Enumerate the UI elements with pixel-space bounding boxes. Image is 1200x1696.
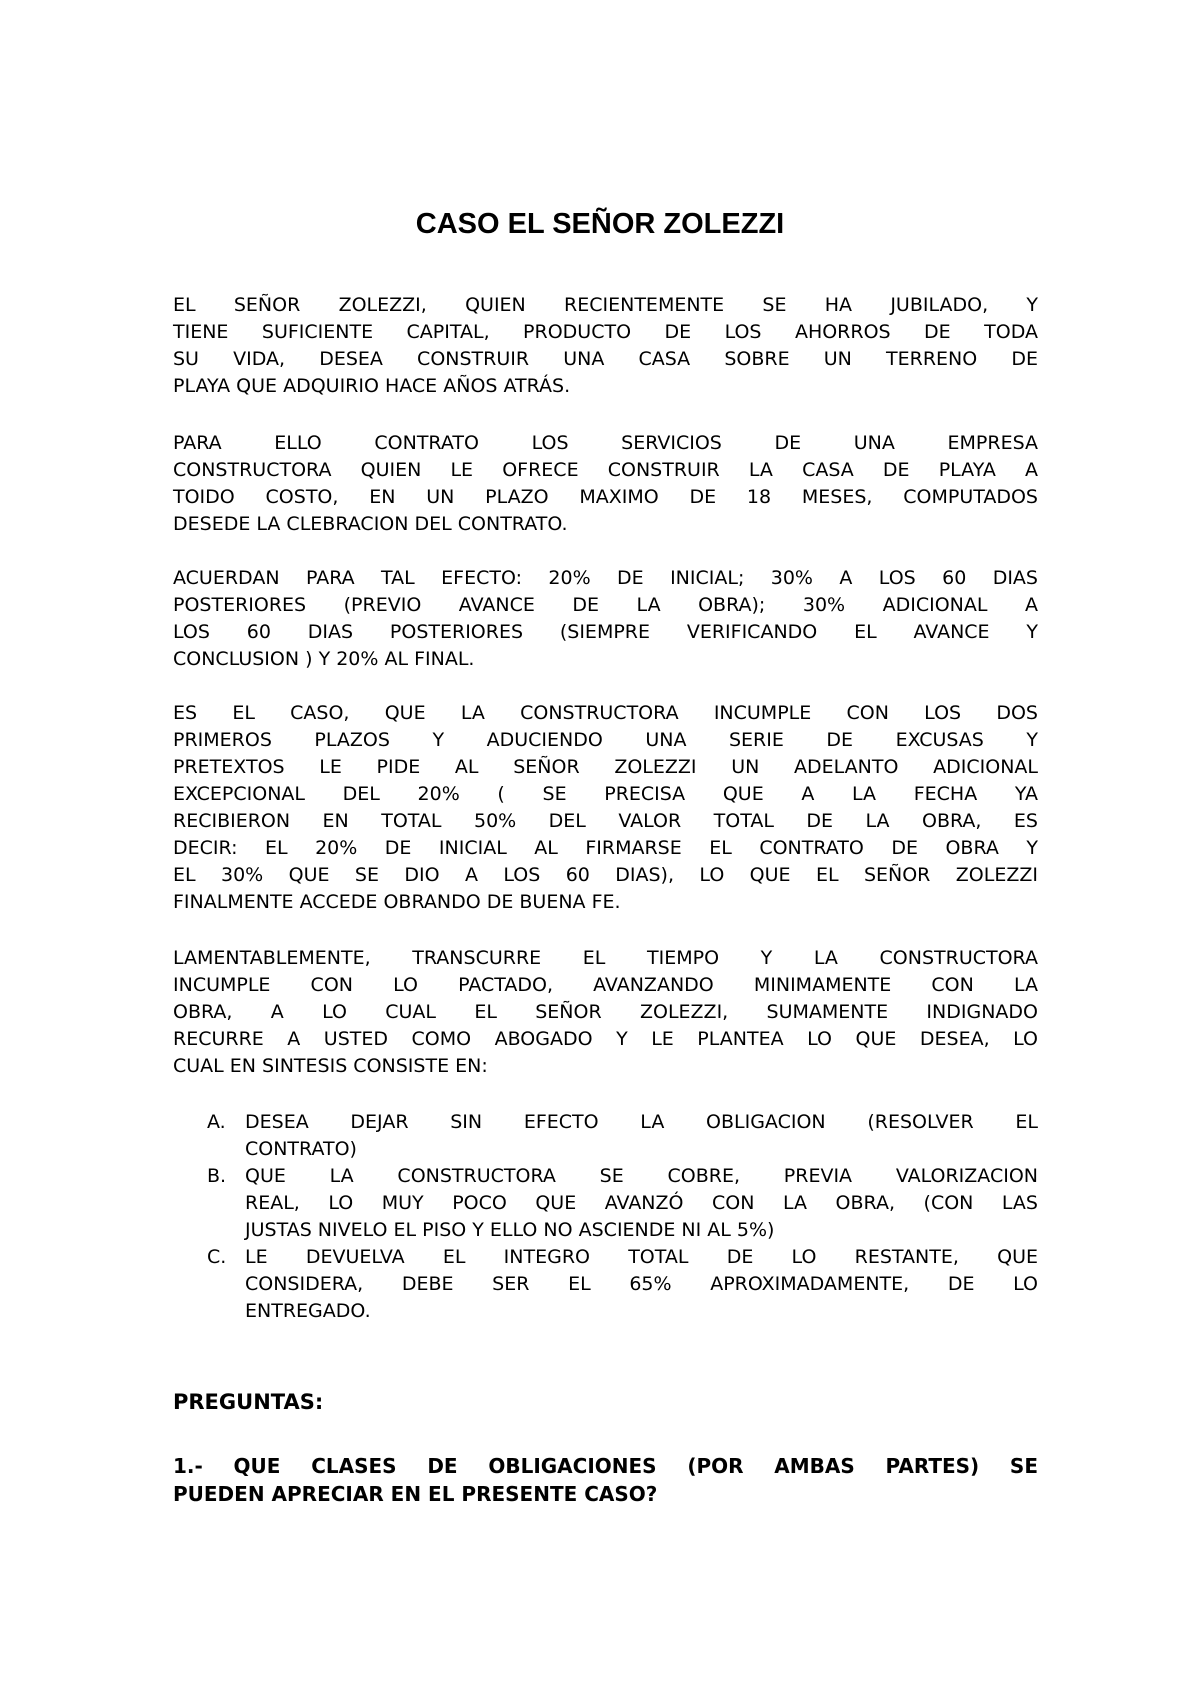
list-marker: C. xyxy=(207,1246,227,1268)
text-line: OBRA, A LO CUAL EL SEÑOR ZOLEZZI, SUMAMENTE INDIGNADO xyxy=(173,1001,1038,1023)
paragraph xyxy=(173,430,1038,538)
text-line: PLAYA QUE ADQUIRIO HACE AÑOS ATRÁS. xyxy=(173,375,571,397)
paragraph xyxy=(173,700,1038,916)
text-line: CONSIDERA, DEBE SER EL 65% APROXIMADAMENTE, DE LO xyxy=(245,1273,1038,1295)
text-line: TIENE SUFICIENTE CAPITAL, PRODUCTO DE LOS AHORROS DE TODA xyxy=(173,321,1038,343)
text-line: PARA ELLO CONTRATO LOS SERVICIOS DE UNA EMPRESA xyxy=(173,432,1038,454)
text-line: FINALMENTE ACCEDE OBRANDO DE BUENA FE. xyxy=(173,891,621,913)
text-line: POSTERIORES (PREVIO AVANCE DE LA OBRA); 30% ADICIONAL A xyxy=(173,594,1038,616)
text-line: RECURRE A USTED COMO ABOGADO Y LE PLANTEA LO QUE DESEA, LO xyxy=(173,1028,1038,1050)
text-line: CONTRATO) xyxy=(245,1138,357,1160)
text-line: SU VIDA, DESEA CONSTRUIR UNA CASA SOBRE UN TERRENO DE xyxy=(173,348,1038,370)
list-item xyxy=(173,1244,1038,1325)
text-line: LOS 60 DIAS POSTERIORES (SIEMPRE VERIFICANDO EL AVANCE Y xyxy=(173,621,1038,643)
text-line: PRETEXTOS LE PIDE AL SEÑOR ZOLEZZI UN ADELANTO ADICIONAL xyxy=(173,756,1038,778)
question-line: PUEDEN APRECIAR EN EL PRESENTE CASO? xyxy=(173,1482,658,1506)
request-list xyxy=(173,1109,1038,1325)
text-line: TOIDO COSTO, EN UN PLAZO MAXIMO DE 18 MESES, COMPUTADOS xyxy=(173,486,1038,508)
text-line: JUSTAS NIVELO EL PISO Y ELLO NO ASCIENDE NI AL 5%) xyxy=(245,1219,775,1241)
paragraph xyxy=(173,292,1038,400)
list-item xyxy=(173,1109,1038,1163)
question-line: 1.- QUE CLASES DE OBLIGACIONES (POR AMBAS PARTES) SE xyxy=(173,1454,1038,1478)
text-line: EXCEPCIONAL DEL 20% ( SE PRECISA QUE A LA FECHA YA xyxy=(173,783,1038,805)
text-line: DESEA DEJAR SIN EFECTO LA OBLIGACION (RESOLVER EL xyxy=(245,1111,1038,1133)
text-line: CUAL EN SINTESIS CONSISTE EN: xyxy=(173,1055,488,1077)
text-line: ES EL CASO, QUE LA CONSTRUCTORA INCUMPLE CON LOS DOS xyxy=(173,702,1038,724)
text-line: RECIBIERON EN TOTAL 50% DEL VALOR TOTAL DE LA OBRA, ES xyxy=(173,810,1038,832)
questions-heading: PREGUNTAS: xyxy=(173,1390,324,1414)
question xyxy=(173,1452,1038,1508)
text-line: CONCLUSION ) Y 20% AL FINAL. xyxy=(173,648,475,670)
text-line: EL 30% QUE SE DIO A LOS 60 DIAS), LO QUE EL SEÑOR ZOLEZZI xyxy=(173,864,1038,886)
paragraph xyxy=(173,945,1038,1080)
text-line: ACUERDAN PARA TAL EFECTO: 20% DE INICIAL; 30% A LOS 60 DIAS xyxy=(173,567,1038,589)
text-line: EL SEÑOR ZOLEZZI, QUIEN RECIENTEMENTE SE HA JUBILADO, Y xyxy=(173,294,1038,316)
text-line: ENTREGADO. xyxy=(245,1300,371,1322)
text-line: INCUMPLE CON LO PACTADO, AVANZANDO MINIMAMENTE CON LA xyxy=(173,974,1038,996)
text-line: CONSTRUCTORA QUIEN LE OFRECE CONSTRUIR LA CASA DE PLAYA A xyxy=(173,459,1038,481)
text-line: REAL, LO MUY POCO QUE AVANZÓ CON LA OBRA, (CON LAS xyxy=(245,1192,1038,1214)
list-item xyxy=(173,1163,1038,1244)
text-line: LE DEVUELVA EL INTEGRO TOTAL DE LO RESTANTE, QUE xyxy=(245,1246,1038,1268)
text-line: PRIMEROS PLAZOS Y ADUCIENDO UNA SERIE DE EXCUSAS Y xyxy=(173,729,1038,751)
paragraph xyxy=(173,565,1038,673)
document-title: CASO EL SEÑOR ZOLEZZI xyxy=(415,208,785,240)
list-marker: B. xyxy=(207,1165,227,1187)
text-line: DECIR: EL 20% DE INICIAL AL FIRMARSE EL CONTRATO DE OBRA Y xyxy=(173,837,1038,859)
list-marker: A. xyxy=(207,1111,226,1133)
text-line: QUE LA CONSTRUCTORA SE COBRE, PREVIA VALORIZACION xyxy=(245,1165,1038,1187)
text-line: LAMENTABLEMENTE, TRANSCURRE EL TIEMPO Y LA CONSTRUCTORA xyxy=(173,947,1038,969)
text-line: DESEDE LA CLEBRACION DEL CONTRATO. xyxy=(173,513,568,535)
